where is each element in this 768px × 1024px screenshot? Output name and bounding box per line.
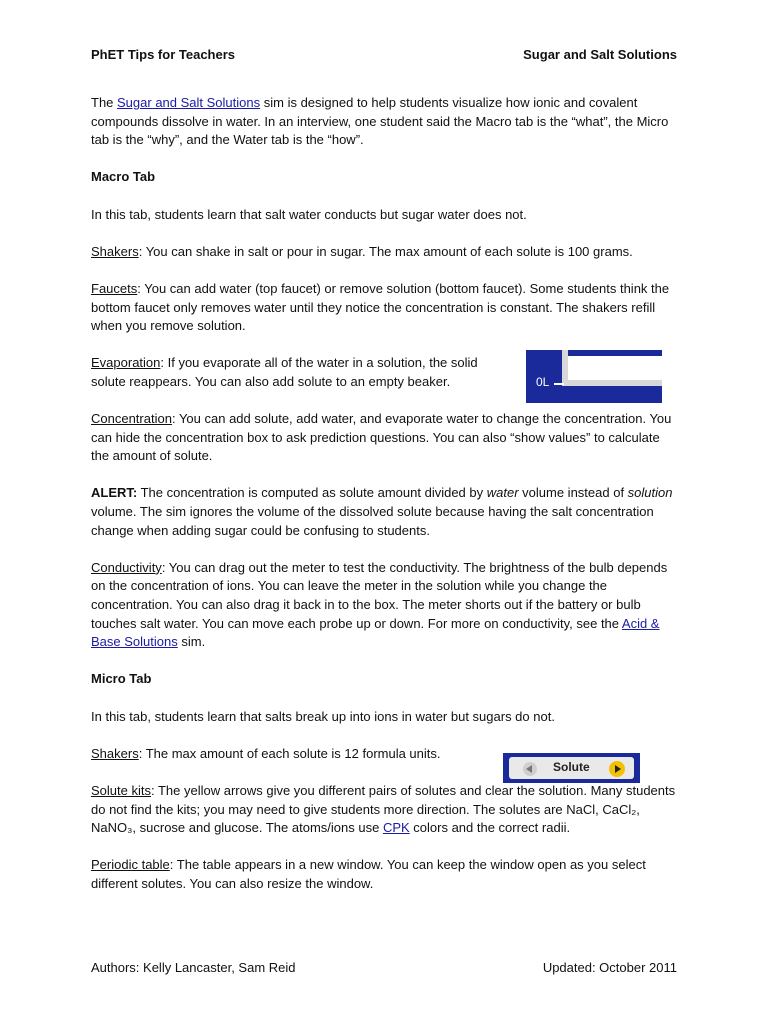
macro-concentration: Concentration: You can add solute, add water, and evaporate water to change the concentration. You can hide the concentration box to ask prediction questions. You can also “show values” to calculate the amount of solute. xyxy=(91,411,672,464)
volume-label: 0L xyxy=(536,375,550,389)
micro-heading: Micro Tab xyxy=(91,671,152,687)
footer-authors: Authors: Kelly Lancaster, Sam Reid xyxy=(91,960,296,975)
document-body xyxy=(91,94,681,912)
beaker-bottom-line xyxy=(562,380,662,386)
macro-faucets: Faucets: You can add water (top faucet) or remove solution (bottom faucet). Some students think the bottom faucet only removes water until they notice the concentration is constant. The shakers refill when you remove solution. xyxy=(91,280,670,334)
macro-shakers: Shakers: You can shake in salt or pour in sugar. The max amount of each solute is 100 grams. xyxy=(91,243,633,259)
micro-summary: In this tab, students learn that salts break up into ions in water but sugars do not. xyxy=(91,708,555,724)
macro-summary: In this tab, students learn that salt water conducts but sugar water does not. xyxy=(91,206,527,222)
next-arrow-icon xyxy=(609,761,625,777)
solute-selector-panel xyxy=(509,757,634,779)
sim-link[interactable]: Sugar and Salt Solutions xyxy=(117,95,261,110)
cpk-link[interactable]: CPK xyxy=(382,820,410,836)
volume-tick xyxy=(554,383,564,385)
micro-periodic: Periodic table: The table appears in a new window. You can keep the window open as you select different solutes. You can also resize the window. xyxy=(91,857,646,891)
micro-shakers: Shakers: The max amount of each solute is 12 formula units. xyxy=(91,745,441,761)
solute-selector-image xyxy=(503,753,640,783)
header-right: Sugar and Salt Solutions xyxy=(523,47,677,62)
evaporation-image xyxy=(526,350,662,403)
solute-label: Solute xyxy=(553,760,590,774)
macro-conductivity: Conductivity: You can drag out the meter to test the conductivity. The brightness of the bulb depends on the concentration of ions. You can leave the meter in the solution while you change the concentration. You can also drag it back in to the box. The meter shorts out if the battery or bulb touches salt water. You can move each probe up or down. For more on conductivity, see the Acid & Base Solutions sim. xyxy=(91,559,668,650)
previous-arrow-icon xyxy=(523,762,537,776)
acid-base-link[interactable]: Acid & Base Solutions xyxy=(91,615,660,650)
footer-updated: Updated: October 2011 xyxy=(542,960,677,975)
macro-alert: ALERT: The concentration is computed as solute amount divided by water volume instead of solution volume. The sim ignores the volume of the dissolved solute because having the salt concentration change when adding sugar could be confusing to students. xyxy=(91,485,673,538)
beaker-empty-area xyxy=(568,356,662,380)
header-left: PhET Tips for Teachers xyxy=(91,47,236,62)
micro-kits: Solute kits: The yellow arrows give you different pairs of solutes and clear the solution. Many students do not find the kits; you may need to give students more direction. The solutes are NaCl, CaCl₂, NaNO₃, sucrose and glucose. The atoms/ions use CPK colors and the correct radii. xyxy=(91,782,676,836)
intro-paragraph: The Sugar and Salt Solutions sim is designed to help students visualize how ionic and covalent compounds dissolve in water. In an interview, one student said the Macro tab is the “what”, the Micro tab is the “why”, and the Water tab is the “how”. xyxy=(91,95,669,148)
macro-heading: Macro Tab xyxy=(91,169,156,185)
macro-evaporation: Evaporation: If you evaporate all of the water in a solution, the solid solute reappears. You can also add solute to an empty beaker. xyxy=(91,355,478,389)
